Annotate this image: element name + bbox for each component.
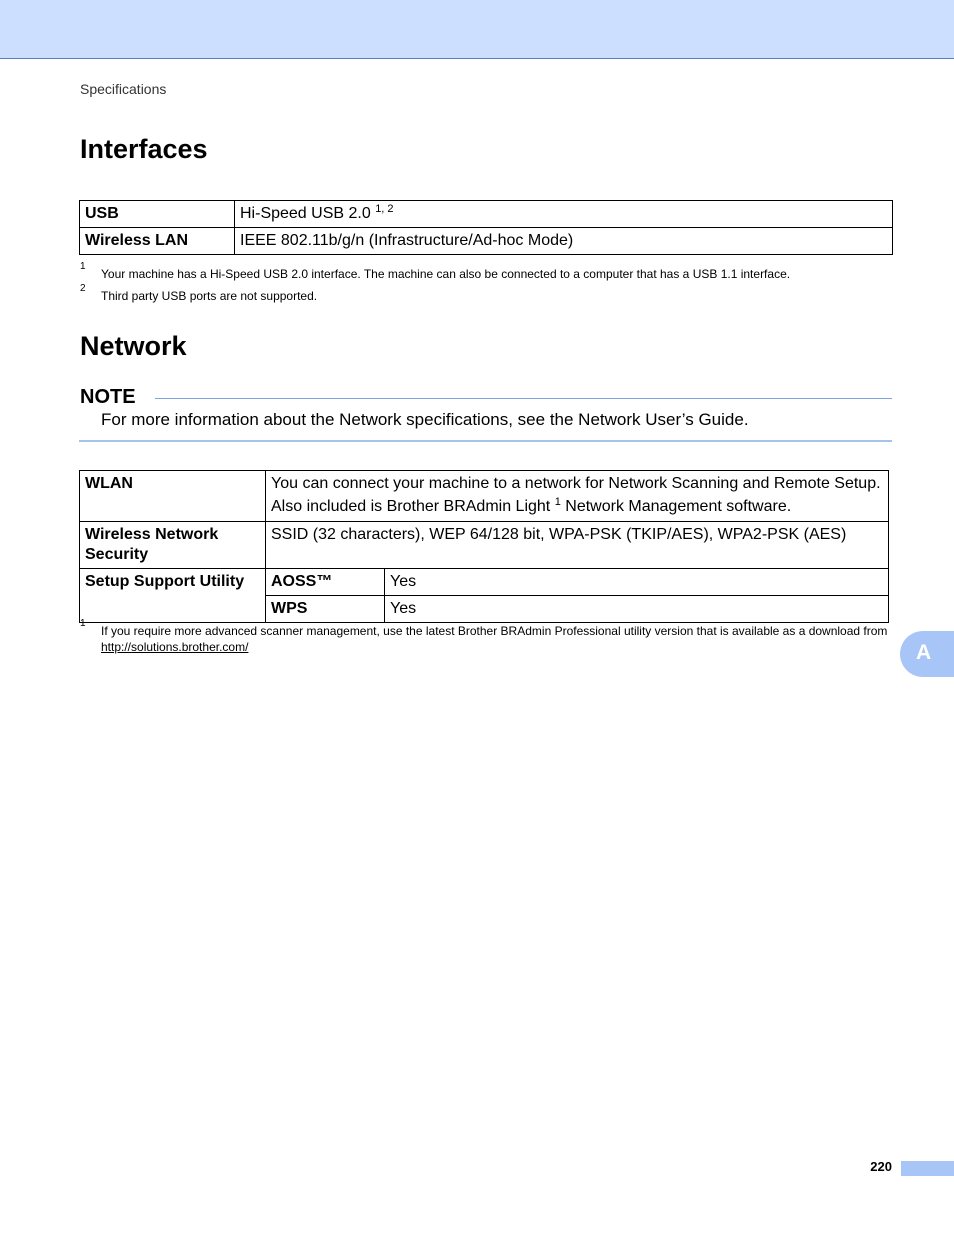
row-key: Setup Support Utility (80, 569, 266, 623)
footnote-number: 1 (80, 261, 86, 272)
row-value (266, 471, 889, 522)
footnote-number: 1 (80, 618, 86, 629)
wlan-line-1: You can connect your machine to a network for Network Scanning and Remote Setup. (271, 475, 881, 492)
table-row (80, 471, 889, 522)
solutions-link[interactable]: http://solutions.brother.com/ (101, 640, 249, 654)
table-row (80, 522, 889, 569)
network-table (79, 470, 889, 623)
note-text: For more information about the Network specifications, see the Network User’s Guide. (101, 410, 749, 429)
section-title-network: Network (80, 331, 187, 361)
footnote-ref: 1, 2 (375, 203, 394, 215)
row-value: SSID (32 characters), WEP 64/128 bit, WPA-PSK (TKIP/AES), WPA2-PSK (AES) (266, 522, 889, 569)
appendix-tab (900, 631, 954, 677)
breadcrumb: Specifications (80, 81, 167, 97)
footnote-text: If you require more advanced scanner management, use the latest Brother BRAdmin Professional utility version that is available as a download from (101, 624, 888, 638)
note-title: NOTE (80, 386, 136, 408)
footnote-text-block (101, 623, 892, 655)
row-key: Wireless LAN (80, 228, 235, 255)
row-key: WLAN (80, 471, 266, 522)
page-number-bar (901, 1161, 954, 1176)
sub-value: Yes (385, 596, 889, 623)
sub-key: AOSS™ (266, 569, 385, 596)
footnote (80, 261, 892, 282)
sub-key: WPS (266, 596, 385, 623)
table-row (80, 569, 889, 596)
row-key: Wireless Network Security (80, 522, 266, 569)
sub-value: Yes (385, 569, 889, 596)
footnote (80, 618, 892, 655)
footnote-text: Your machine has a Hi-Speed USB 2.0 interface. The machine can also be connected to a computer that has a USB 1.1 interface. (101, 267, 791, 281)
wlan-line-2-end: Network Management software. (565, 498, 792, 515)
footnote-ref: 1 (554, 496, 561, 508)
page-number: 220 (870, 1159, 892, 1174)
row-value: IEEE 802.11b/g/n (Infrastructure/Ad-hoc Mode) (235, 228, 893, 255)
footnote (80, 283, 892, 304)
header-band (0, 0, 954, 59)
table-row (80, 228, 893, 255)
row-value (235, 201, 893, 228)
interfaces-table (79, 200, 893, 255)
footnote-text: Third party USB ports are not supported. (101, 289, 318, 303)
appendix-tab-label: A (916, 641, 932, 664)
note-divider (79, 440, 892, 442)
note-divider (155, 398, 892, 399)
wlan-line-2: Also included is Brother BRAdmin Light (271, 498, 551, 515)
row-key: USB (80, 201, 235, 228)
section-title-interfaces: Interfaces (80, 134, 208, 164)
table-row (80, 201, 893, 228)
usb-value: Hi-Speed USB 2.0 (240, 205, 371, 222)
footnote-number: 2 (80, 283, 86, 294)
